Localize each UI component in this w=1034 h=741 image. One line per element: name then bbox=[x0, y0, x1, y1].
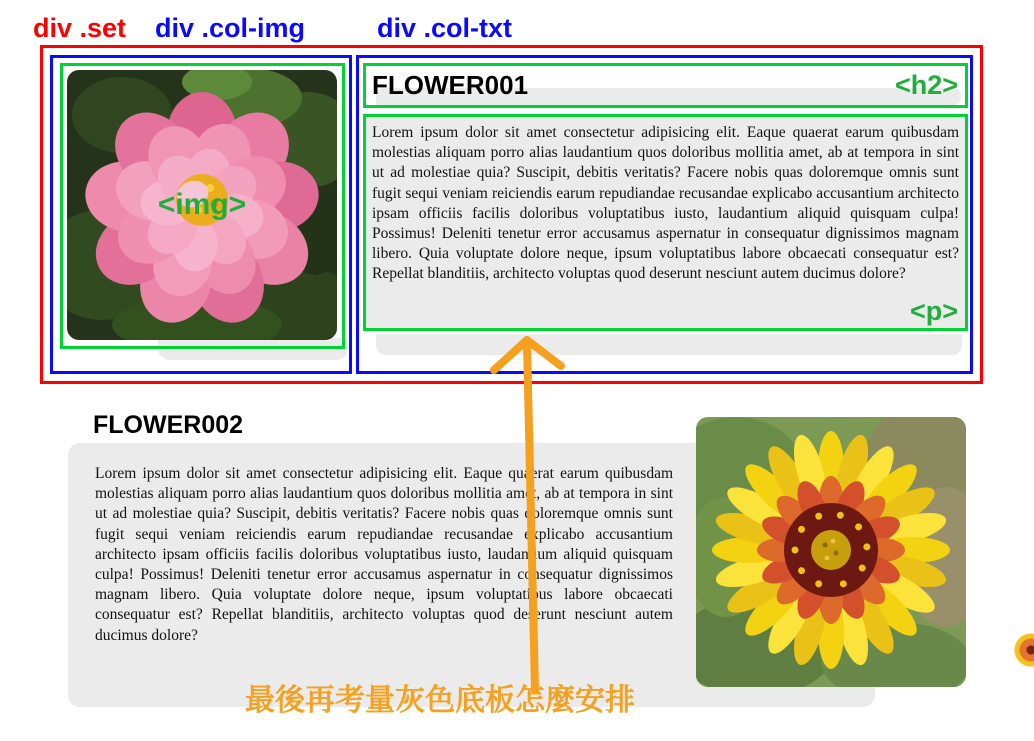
h2-outline-box bbox=[363, 63, 968, 108]
gaillardia-photo-art bbox=[696, 417, 966, 687]
p-outline-box bbox=[363, 114, 968, 331]
annotation-label-div-col-img: div .col-img bbox=[155, 13, 306, 43]
p-tag-label: <p> bbox=[909, 296, 958, 326]
card1-title: FLOWER001 bbox=[372, 70, 529, 100]
gaillardia-flower-image bbox=[696, 417, 966, 687]
caption-text: 最後再考量灰色底板怎麼安排 bbox=[245, 684, 635, 717]
card2-paragraph: Lorem ipsum dolor sit amet consectetur adipisicing elit. Eaque quaerat earum quibusdam molestias aliquam porro alias laudantium quos doloribus mollitia amet, ab at tempora in sint ut ad molestiae quia? Suscipit, debitis veritatis? Facere nobis quas doloremque omnis sunt fugit sequi veniam reiciendis earum repudiandae recusandae explicabo accusantium architecto ipsam officiis facilis doloribus voluptatibus iusto, laudantium aliquid quisquam culpa! Possimus! Deleniti tenetur error accusamus aspernatur in consequatur dignissimos magnam libero. Quia voluptate dolore neque, ipsum voluptatibus labore obcaecati consequatur est? Repellat blanditiis, architecto voluptas quod deserunt nesciunt autem ducimus dolore? bbox=[95, 465, 673, 644]
img-tag-label: <img> bbox=[157, 188, 247, 221]
card1-paragraph: Lorem ipsum dolor sit amet consectetur adipisicing elit. Eaque quaerat earum quibusdam molestias aliquam porro alias laudantium quos doloribus mollitia amet, ab at tempora in sint ut ad molestiae quia? Suscipit, debitis veritatis? Facere nobis quas doloremque omnis sunt fugit sequi veniam reiciendis earum repudiandae recusandae explicabo accusantium architecto ipsam officiis facilis doloribus voluptatibus iusto, laudantium aliquid quisquam culpa! Possimus! Deleniti tenetur error accusamus aspernatur in consequatur dignissimos magnam libero. Quia voluptate dolore neque, ipsum voluptatibus labore obcaecati consequatur est? Repellat blanditiis, architecto voluptas quod deserunt nesciunt autem ducimus dolore? bbox=[372, 124, 959, 283]
annotation-label-div-set: div .set bbox=[33, 13, 127, 43]
h2-tag-label: <h2> bbox=[894, 70, 958, 100]
card2-title: FLOWER002 bbox=[93, 411, 244, 439]
img-tag-overlay bbox=[67, 70, 337, 340]
annotation-label-div-col-txt: div .col-txt bbox=[377, 13, 513, 43]
next-flower-edge-fragment bbox=[1014, 633, 1034, 669]
